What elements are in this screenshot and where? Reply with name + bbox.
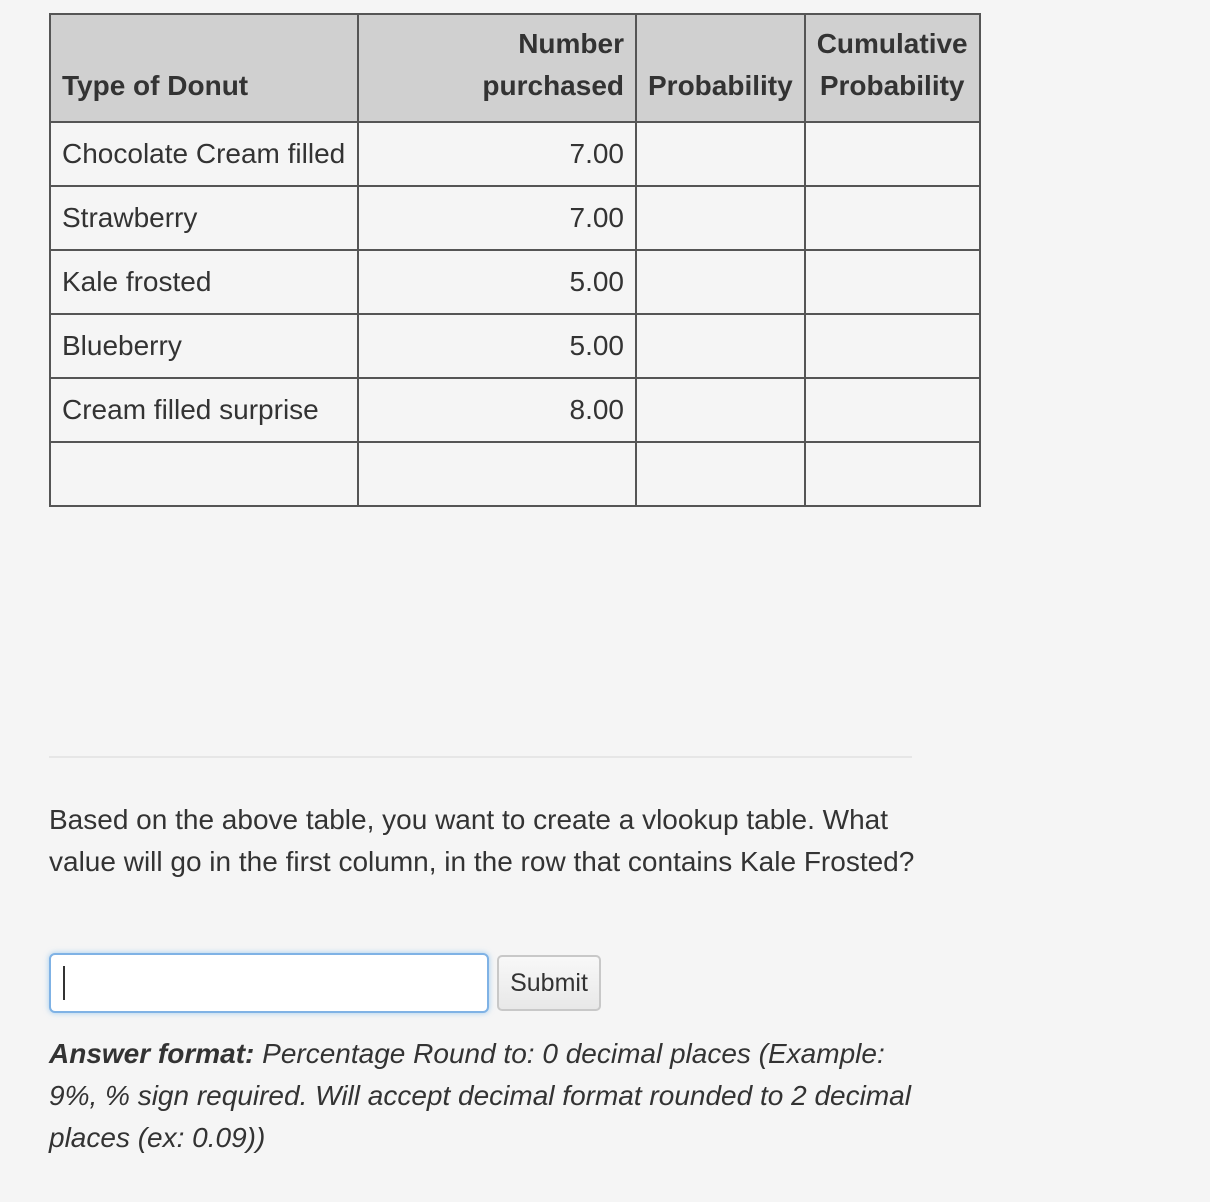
cell-cumulative [805,122,980,186]
answer-format-label: Answer format: [49,1038,255,1069]
cell-number [358,442,636,506]
cell-probability [636,442,805,506]
table-row [50,250,980,314]
cell-cumulative [805,250,980,314]
header-probability: Probability [636,14,805,122]
cell-cumulative [805,186,980,250]
header-cumulative-probability [805,14,980,122]
cell-type: Blueberry [50,314,358,378]
text-cursor [63,966,65,1000]
cell-number: 8.00 [358,378,636,442]
cell-probability [636,378,805,442]
cell-cumulative [805,442,980,506]
cell-probability [636,122,805,186]
header-cumulative-line2: Probability [819,70,965,101]
cell-type: Chocolate Cream filled [50,122,358,186]
answer-format [49,1033,929,1159]
cell-number: 5.00 [358,250,636,314]
header-cumulative-line1: Cumulative [816,28,968,59]
cell-cumulative [805,314,980,378]
cell-cumulative [805,378,980,442]
cell-type: Strawberry [50,186,358,250]
answer-format-text: Percentage Round to: 0 decimal places (Example: 9%, % sign required. Will accept decimal format rounded to 2 decimal places (ex: 0.09)) [49,1038,911,1153]
header-type-of-donut: Type of Donut [50,14,358,122]
table-row [50,186,980,250]
cell-number: 5.00 [358,314,636,378]
cell-number: 7.00 [358,186,636,250]
header-number-purchased: Number purchased [358,14,636,122]
table-row [50,442,980,506]
answer-input[interactable] [49,953,489,1013]
table-row [50,122,980,186]
cell-type: Cream filled surprise [50,378,358,442]
table-header-row [50,14,980,122]
cell-type: Kale frosted [50,250,358,314]
cell-type [50,442,358,506]
cell-probability [636,314,805,378]
cell-probability [636,250,805,314]
cell-number: 7.00 [358,122,636,186]
cell-probability [636,186,805,250]
table-row [50,378,980,442]
submit-button[interactable]: Submit [497,955,601,1011]
question-text: Based on the above table, you want to create a vlookup table. What value will go in the first column, in the row that contains Kale Frosted? [49,804,915,877]
table-row [50,314,980,378]
section-divider [49,756,912,758]
donut-table [49,13,981,507]
